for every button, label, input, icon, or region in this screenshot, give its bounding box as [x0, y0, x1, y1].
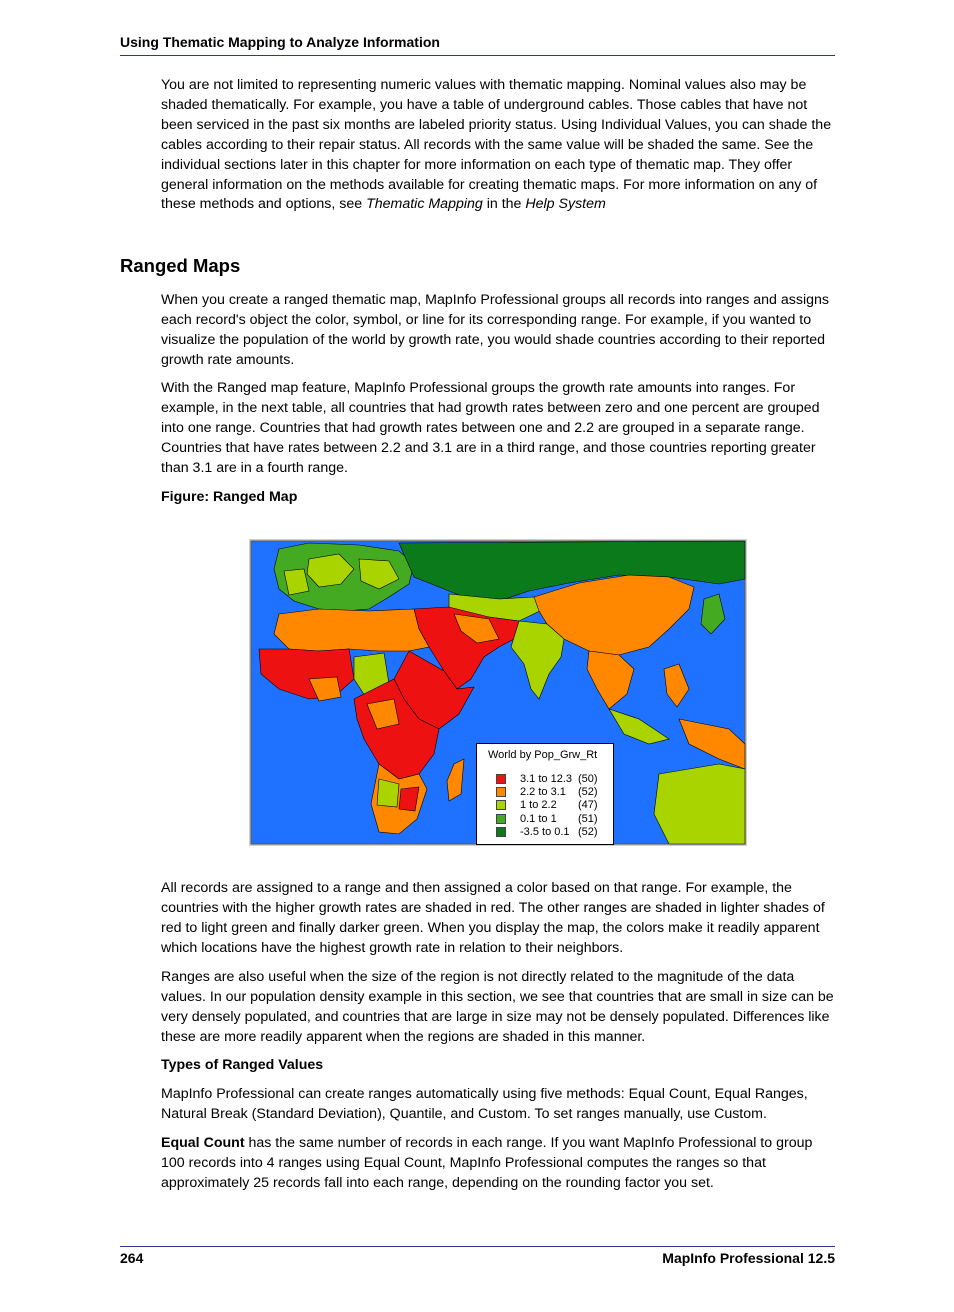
- legend-row: 0.1 to 1 (51): [496, 813, 611, 825]
- running-footer: [120, 1246, 835, 1266]
- legend-swatch: [496, 800, 506, 810]
- paragraph-4: Ranges are also useful when the size of the region is not directly related to the magnitude of the data values. In our population density example in this section, we see that countries that are small in size can be very densely populated, and countries that are large in size may not be densely populated. Differences like these are more readily apparent when the regions are shaded in this manner.: [161, 969, 834, 1045]
- legend-row: 2.2 to 3.1 (52): [496, 786, 611, 798]
- paragraph-2: With the Ranged map feature, MapInfo Professional groups the growth rate amounts into ranges. For example, in the next table, all countries that had growth rates between zero and one percent are grouped into one range. Countries that had growth rates between one and 2.2 are grouped in a separate range. Countries that have rates between 2.2 and 3.1 are in a third range, and those countries reporting greater than 3.1 are in a fourth range.: [161, 380, 820, 476]
- paragraph-6: Equal Count has the same number of records in each range. If you want MapInfo Professional to group 100 records into 4 ranges using Equal Count, MapInfo Professional computes the ranges so that approximately 25 records fall into each range, depending on the rounding factor you set.: [161, 1135, 813, 1191]
- legend-swatch: [496, 787, 506, 797]
- product-name: MapInfo Professional 12.5: [662, 1250, 835, 1266]
- legend-row: 1 to 2.2 (47): [496, 799, 611, 811]
- paragraph-5: MapInfo Professional can create ranges automatically using five methods: Equal Count, Equal Ranges, Natural Break (Standard Deviation), Quantile, and Custom. To set ranges manually, use Custom.: [161, 1086, 808, 1122]
- running-header: [120, 34, 835, 56]
- ref-thematic-mapping: Thematic Mapping: [366, 196, 483, 213]
- figure-caption: Figure: Ranged Map: [161, 489, 298, 505]
- page-number: 264: [120, 1250, 144, 1266]
- subsection-title: Types of Ranged Values: [161, 1057, 324, 1073]
- region-north-africa: [274, 609, 429, 651]
- map-legend: [476, 743, 614, 845]
- paragraph-1: When you create a ranged thematic map, MapInfo Professional groups all records into ranges and assigns each record's object the color, symbol, or line for its corresponding range. For example, if you wanted to visualize the population of the world by growth rate, you would shade countries according to their reported growth rate amounts.: [161, 292, 829, 368]
- paragraph-3: All records are assigned to a range and then assigned a color based on that range. For example, the countries with the higher growth rates are shaded in red. The other ranges are shaded in lighter shades of red to light green and finally darker green. When you display the map, the colors make it readily apparent which locations have the highest growth rate in relation to their neighbors.: [161, 880, 825, 956]
- ranged-map-figure: [249, 539, 747, 846]
- legend-title: World by Pop_Grw_Rt: [488, 749, 598, 761]
- legend-swatch: [496, 774, 506, 784]
- ref-help-system: Help System: [525, 196, 606, 213]
- section-title: Ranged Maps: [120, 255, 241, 276]
- intro-paragraph: You are not limited to representing numeric values with thematic mapping. Nominal values also may be shaded thematically. For example, you have a table of underground cables. Those cables that have not been serviced in the past six months are labeled priority status. Using Individual Values, you can shade the cables according to their repair status. All records with the same value will be shaded the same. See the individual sections later in this chapter for more information on each type of thematic map. They offer general information on the methods available for creating thematic maps. For more information on any of these methods and options, see Thematic Mapping in the Help System: [161, 77, 832, 213]
- legend-row: 3.1 to 12.3 (50): [496, 773, 611, 785]
- legend-swatch: [496, 827, 506, 837]
- legend-swatch: [496, 814, 506, 824]
- legend-row: -3.5 to 0.1 (52): [496, 826, 611, 838]
- term-equal-count: Equal Count: [161, 1135, 245, 1151]
- header-title: Using Thematic Mapping to Analyze Information: [120, 34, 440, 50]
- region-australia: [654, 764, 745, 844]
